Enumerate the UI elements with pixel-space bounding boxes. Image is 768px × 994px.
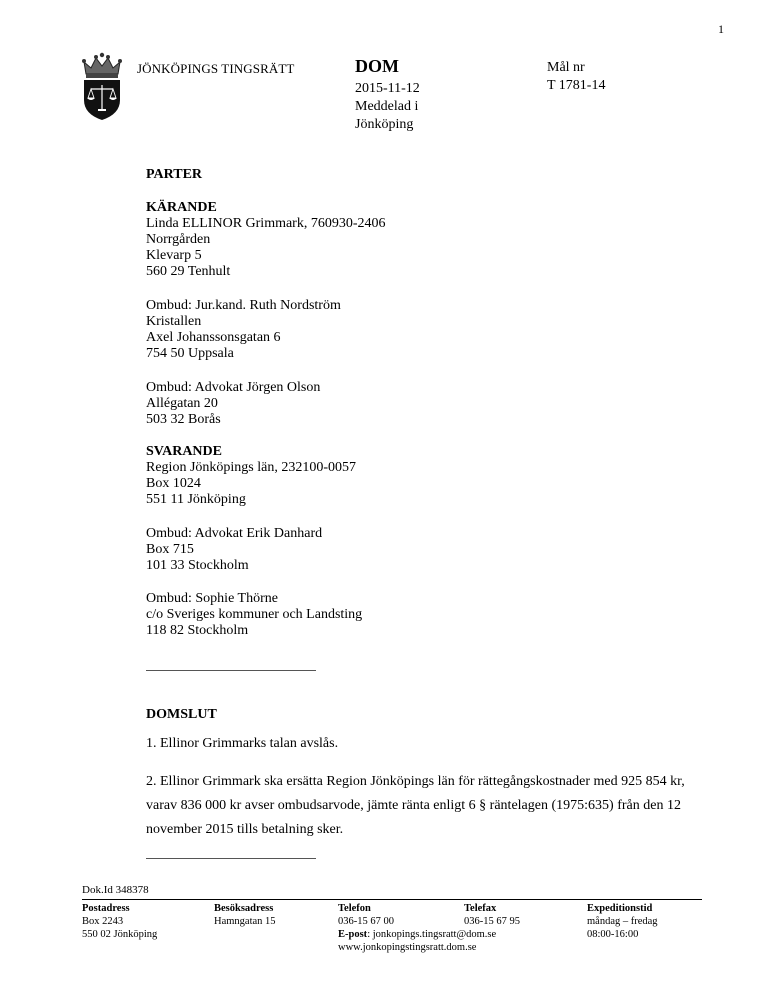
svarande-line: 551 11 Jönköping <box>146 492 246 507</box>
ombud-line: 101 33 Stockholm <box>146 558 249 573</box>
ombud-line: 754 50 Uppsala <box>146 346 234 361</box>
domslut-heading: DOMSLUT <box>146 707 217 722</box>
domslut-item-2: 2. Ellinor Grimmark ska ersätta Region Jönköpings län för rättegångskostnader med 925 854 kr, varav 836 000 kr avser ombudsarvode, jämte ränta enligt 6 § räntelagen (1975:635) från den 12 november 2015 tills betalning sker. <box>146 774 685 837</box>
issued-label: Meddelad i <box>355 99 419 114</box>
issued-place: Jönköping <box>355 117 414 132</box>
footer-telefax <box>464 902 520 928</box>
svarande-line: Region Jönköpings län, 232100-0057 <box>146 460 356 475</box>
kärande-ombud-2 <box>146 380 320 428</box>
court-name: JÖNKÖPINGS TINGSRÄTT <box>137 61 295 76</box>
telefax-heading: Telefax <box>464 903 497 914</box>
kärande-block <box>146 200 386 280</box>
postadress-line: 550 02 Jönköping <box>82 929 158 940</box>
kärande-line: Klevarp 5 <box>146 248 202 263</box>
footer-besoksadress <box>214 902 276 928</box>
ombud-line: Ombud: Advokat Erik Danhard <box>146 526 323 541</box>
separator-line <box>146 858 316 859</box>
ombud-line: 503 32 Borås <box>146 412 221 427</box>
kärande-line: 560 29 Tenhult <box>146 264 231 279</box>
court-emblem-icon <box>78 52 126 122</box>
expeditionstid-heading: Expeditionstid <box>587 903 653 914</box>
footer-expeditionstid <box>587 902 658 941</box>
svarande-block <box>146 444 356 508</box>
telefon-heading: Telefon <box>338 903 371 914</box>
ombud-line: c/o Sveriges kommuner och Landsting <box>146 607 363 622</box>
ombud-line: Box 715 <box>146 542 194 557</box>
footer-postadress <box>82 902 157 941</box>
document-type: DOM <box>355 56 399 76</box>
kärande-heading: KÄRANDE <box>146 200 217 215</box>
epost-line <box>338 928 496 941</box>
ombud-line: 118 82 Stockholm <box>146 623 249 638</box>
domslut-item-1: 1. Ellinor Grimmarks talan avslås. <box>146 736 339 751</box>
svarande-ombud-2 <box>146 591 362 639</box>
expeditionstid-line: måndag – fredag <box>587 916 658 927</box>
epost-label: E-post <box>338 929 368 940</box>
document-id: Dok.Id 348378 <box>82 884 149 896</box>
ombud-line: Allégatan 20 <box>146 396 218 411</box>
case-number: T 1781-14 <box>547 78 606 93</box>
footer-rule <box>82 899 702 900</box>
svarande-line: Box 1024 <box>146 476 201 491</box>
svarande-heading: SVARANDE <box>146 444 222 459</box>
besoksadress-line: Hamngatan 15 <box>214 916 276 927</box>
telefax-value: 036-15 67 95 <box>464 916 520 927</box>
separator-line <box>146 670 316 671</box>
besoksadress-heading: Besöksadress <box>214 903 274 914</box>
kärande-line: Norrgården <box>146 232 211 247</box>
kärande-line: Linda ELLINOR Grimmark, 760930-2406 <box>146 216 386 231</box>
telefon-value: 036-15 67 00 <box>338 916 394 927</box>
expeditionstid-line: 08:00-16:00 <box>587 929 639 940</box>
document-date: 2015-11-12 <box>355 81 420 96</box>
ombud-line: Axel Johanssonsgatan 6 <box>146 330 281 345</box>
ombud-line: Ombud: Jur.kand. Ruth Nordström <box>146 298 341 313</box>
case-label: Mål nr <box>547 60 585 75</box>
ombud-line: Ombud: Sophie Thörne <box>146 591 278 606</box>
ombud-line: Kristallen <box>146 314 202 329</box>
website-link[interactable]: www.jonkopingstingsratt.dom.se <box>338 942 477 953</box>
postadress-line: Box 2243 <box>82 916 124 927</box>
postadress-heading: Postadress <box>82 903 130 914</box>
epost-value[interactable]: : jonkopings.tingsratt@dom.se <box>367 929 497 940</box>
page-number: 1 <box>718 22 724 36</box>
parter-heading: PARTER <box>146 167 203 182</box>
ombud-line: Ombud: Advokat Jörgen Olson <box>146 380 321 395</box>
svarande-ombud-1 <box>146 526 322 574</box>
kärande-ombud-1 <box>146 298 341 362</box>
